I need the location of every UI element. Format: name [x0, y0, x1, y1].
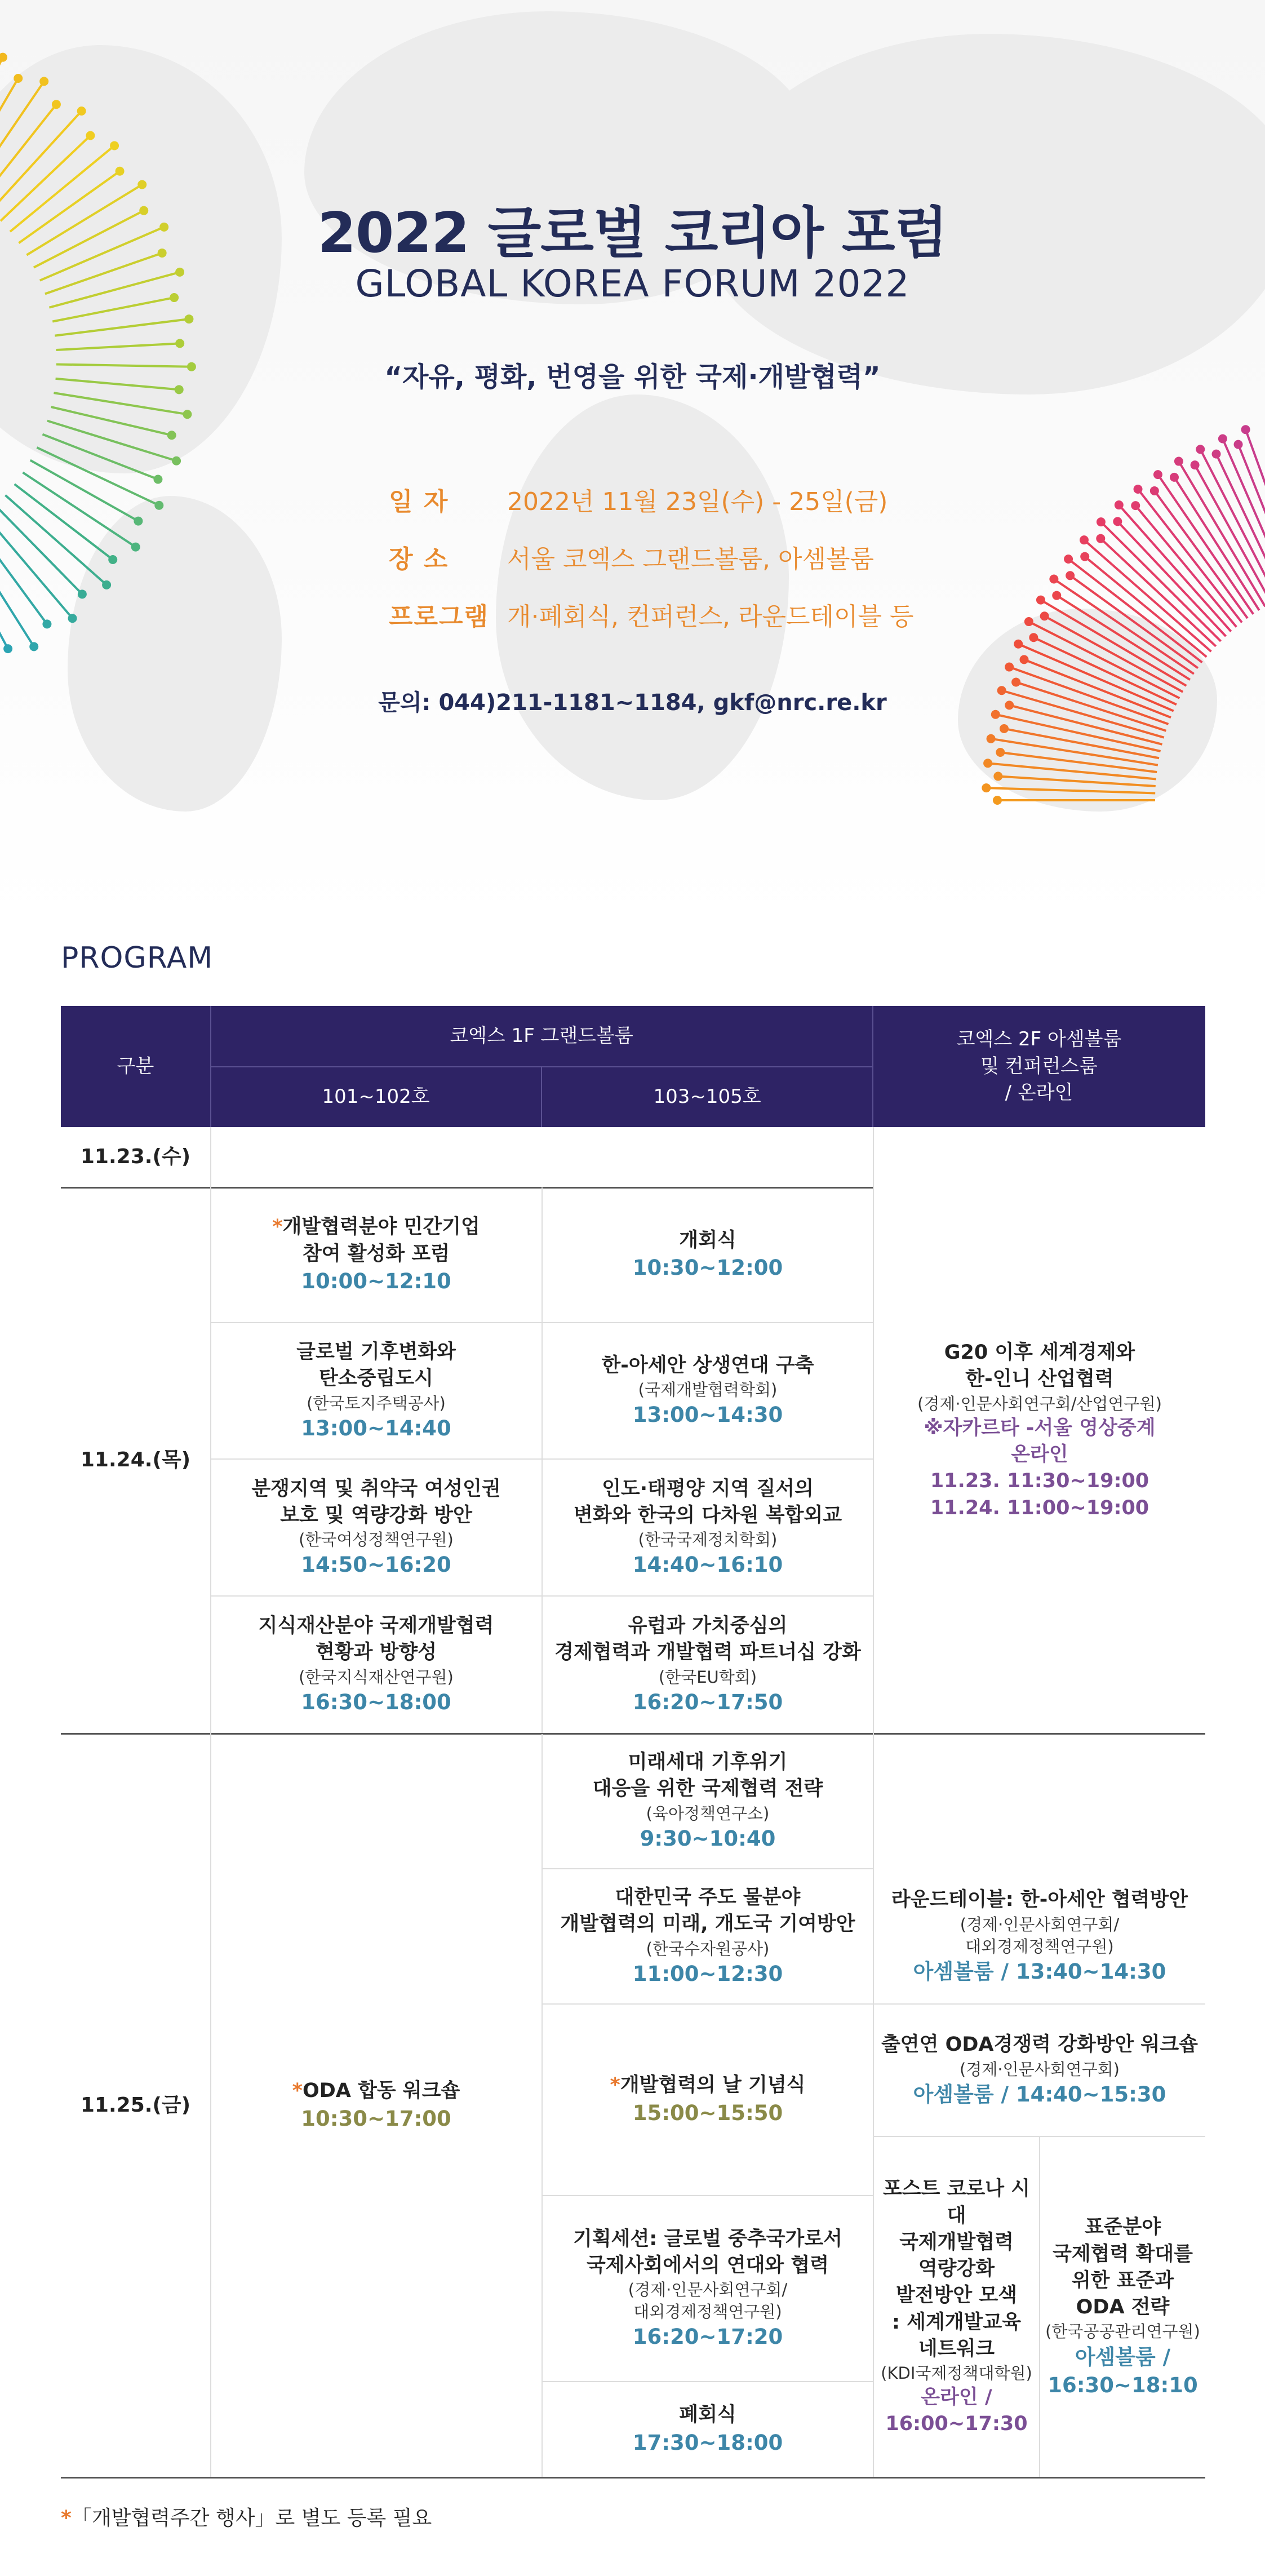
- burst-ray: [1100, 539, 1216, 646]
- info-label: 프로그램: [389, 602, 490, 631]
- burst-dot: [982, 783, 991, 792]
- session-planning-global-pivot: [543, 2196, 873, 2381]
- burst-dot: [42, 619, 51, 628]
- session-water-cooperation: [543, 1869, 873, 2003]
- session-g20-indonesia: [874, 1128, 1205, 1733]
- session-time: 10:30~12:00: [632, 1256, 783, 1280]
- date-nov-25: 11.25.(금): [80, 2093, 191, 2117]
- burst-dot: [1024, 617, 1033, 626]
- event-title-english: GLOBAL KOREA FORUM 2022: [355, 262, 910, 305]
- burst-dot: [1040, 611, 1049, 620]
- session-time: 10:00~12:10: [301, 1269, 451, 1293]
- session-title: 기획세션: 글로벌 중추국가로서 국제사회에서의 연대와 협력: [573, 2227, 842, 2277]
- session-title: 인도·태평양 지역 질서의 변화와 한국의 다차원 복합외교: [573, 1477, 842, 1527]
- burst-ray: [0, 532, 34, 646]
- session-eu-partnership: [543, 1597, 873, 1733]
- session-title: 표준분야 국제협력 확대를 위한 표준과 ODA 전략: [1053, 2216, 1193, 2319]
- radial-burst-decoration: [0, 0, 1265, 924]
- session-organizer: (한국토지주택공사): [307, 1393, 446, 1413]
- burst-dot: [996, 748, 1005, 757]
- burst-dot: [167, 431, 176, 440]
- burst-ray: [54, 393, 187, 414]
- burst-dot: [1134, 485, 1143, 494]
- session-title: 미래세대 기후위기 대응을 위한 국제협력 전략: [592, 1751, 823, 1801]
- session-standards-oda: [1040, 2137, 1205, 2477]
- burst-dot: [29, 642, 38, 651]
- header-asem-ballroom: 코엑스 2F 아셈볼룸 및 컨퍼런스룸 / 온라인: [873, 1006, 1205, 1127]
- session-time: 14:40~16:10: [632, 1553, 783, 1577]
- session-organizer: (경제·인문사회연구회): [960, 2059, 1120, 2079]
- session-organizer: (한국수자원공사): [646, 1939, 770, 1958]
- burst-dot: [1014, 640, 1023, 649]
- burst-dot: [1115, 500, 1124, 509]
- session-time: 아셈볼룸 / 14:40~15:30: [913, 2082, 1166, 2107]
- session-closing-ceremony: [543, 2382, 873, 2477]
- burst-dot: [175, 339, 184, 348]
- burst-dot: [102, 580, 111, 589]
- session-organizer: (경제·인문사회연구회/ 대외경제정책연구원): [960, 1914, 1120, 1956]
- session-organizer: (한국국제정치학회): [638, 1530, 778, 1550]
- registration-footnote: [61, 2502, 432, 2531]
- burst-dot: [1113, 517, 1122, 526]
- asterisk-mark: *: [292, 2080, 303, 2103]
- session-time: 9:30~10:40: [640, 1826, 776, 1851]
- session-title: 라운드테이블: 한-아세안 협력방안: [891, 1888, 1188, 1912]
- burst-dot: [1064, 555, 1073, 564]
- burst-dot: [108, 555, 117, 564]
- session-title: G20 이후 세계경제와 한-인니 산업협력: [944, 1341, 1135, 1391]
- burst-dot: [1241, 425, 1250, 434]
- event-info: [389, 471, 913, 643]
- burst-ray: [0, 57, 3, 179]
- burst-dot: [153, 475, 162, 484]
- burst-dot: [1049, 575, 1058, 584]
- session-time: 아셈볼룸 / 13:40~14:30: [913, 1959, 1166, 1984]
- session-title: 대한민국 주도 물분야 개발협력의 미래, 개도국 기여방안: [560, 1886, 855, 1936]
- burst-ray: [0, 524, 47, 624]
- burst-dot: [1191, 460, 1200, 469]
- info-row-program: [389, 586, 913, 643]
- session-private-sector-forum: [211, 1187, 541, 1322]
- burst-dot: [131, 543, 140, 552]
- burst-ray: [986, 788, 1155, 793]
- burst-dot: [1080, 535, 1089, 544]
- hero-banner: [0, 0, 1265, 924]
- burst-dot: [39, 77, 48, 86]
- header-divider: [541, 1067, 542, 1127]
- session-organizer: (한국EU학회): [658, 1667, 757, 1687]
- header-room-103-105: 103~105호: [541, 1067, 873, 1127]
- session-organizer: (육아정책연구소): [646, 1803, 770, 1823]
- burst-ray: [47, 421, 176, 461]
- burst-dot: [116, 167, 125, 176]
- session-time: 13:00~14:30: [632, 1403, 783, 1427]
- burst-dot: [1150, 486, 1159, 495]
- burst-dot: [172, 456, 181, 465]
- session-time: 11.23. 11:30~19:00: [930, 1470, 1149, 1493]
- asterisk-mark: *: [610, 2074, 620, 2097]
- session-time: 17:30~18:00: [632, 2430, 783, 2455]
- session-oda-workshop: [211, 1734, 541, 2477]
- header-divider: [872, 1006, 873, 1127]
- session-time: 16:30~18:00: [301, 1690, 451, 1714]
- burst-dot: [137, 180, 147, 189]
- session-title: 폐회식: [679, 2404, 736, 2427]
- asterisk-mark: *: [272, 1216, 283, 1239]
- burst-dot: [14, 74, 23, 83]
- session-time: 16:20~17:50: [632, 1690, 783, 1714]
- burst-dot: [86, 131, 95, 140]
- session-organizer: (한국공공관리연구원): [1045, 2322, 1200, 2342]
- burst-dot: [68, 614, 77, 623]
- burst-ray: [1084, 540, 1211, 651]
- session-title: 개회식: [679, 1229, 736, 1252]
- burst-ray: [42, 434, 158, 480]
- session-organizer: (한국지식재산연구원): [299, 1667, 454, 1687]
- info-row-date: [389, 471, 913, 528]
- session-title: 출연연 ODA경쟁력 강화방안 워크숍: [881, 2033, 1198, 2056]
- session-title: 지식재산분야 국제개발협력 현황과 방향성: [258, 1615, 494, 1664]
- footnote-text: 「개발협력주간 행사」로 별도 등록 필요: [71, 2507, 432, 2530]
- session-post-corona-education: [874, 2137, 1039, 2477]
- burst-dot: [1080, 552, 1089, 561]
- header-category: 구분: [61, 1006, 210, 1127]
- session-future-generation-climate: [543, 1734, 873, 1868]
- session-time: 11:00~12:30: [632, 1961, 783, 1986]
- info-value: 2022년 11월 23일(수) - 25일(금): [507, 487, 888, 516]
- burst-ray: [1216, 454, 1265, 597]
- session-title: 한-아세안 상생연대 구축: [601, 1354, 814, 1377]
- burst-dot: [993, 796, 1002, 805]
- header-room-101-102: 101~102호: [210, 1067, 541, 1127]
- burst-dot: [1066, 571, 1075, 580]
- burst-dot: [77, 107, 86, 116]
- burst-dot: [3, 644, 12, 653]
- session-roundtable-asean: [874, 1869, 1205, 2003]
- session-title: 글로벌 기후변화와 탄소중립도시: [296, 1341, 456, 1390]
- date-nov-23: 11.23.(수): [80, 1145, 191, 1168]
- session-title-text: ODA 합동 워크숍: [302, 2080, 460, 2103]
- online-label: 온라인: [1011, 1443, 1068, 1466]
- date-nov-24: 11.24.(목): [80, 1448, 191, 1471]
- burst-dot: [1170, 473, 1179, 482]
- session-title: [292, 2078, 460, 2104]
- session-intellectual-property: [211, 1597, 541, 1733]
- contact-info: 문의: 044)211-1181~1184, gkf@nrc.re.kr: [378, 690, 887, 716]
- burst-ray: [1246, 429, 1265, 588]
- burst-dot: [1096, 534, 1105, 543]
- burst-dot: [1174, 457, 1183, 466]
- session-climate-carbon-city: [211, 1323, 541, 1458]
- session-time: 온라인 / 16:00~17:30: [885, 2386, 1028, 2436]
- burst-dot: [184, 314, 193, 323]
- burst-dot: [1234, 440, 1243, 449]
- burst-ray: [1200, 449, 1265, 600]
- burst-dot: [993, 772, 1002, 781]
- session-organizer: (KDI국제정책대학원): [881, 2364, 1032, 2383]
- session-time: 15:00~15:50: [632, 2100, 783, 2125]
- burst-ray: [55, 319, 189, 336]
- program-schedule-table: [61, 1006, 1205, 2482]
- burst-dot: [987, 734, 996, 743]
- session-title: 분쟁지역 및 취약국 여성인권 보호 및 역량강화 방안: [251, 1477, 501, 1527]
- header-grand-ballroom: 코엑스 1F 그랜드볼룸: [210, 1006, 873, 1067]
- burst-ray: [51, 407, 172, 435]
- burst-dot: [183, 410, 192, 419]
- asterisk-mark: *: [61, 2507, 72, 2530]
- session-time: 14:50~16:20: [301, 1553, 451, 1577]
- burst-ray: [5, 495, 106, 585]
- burst-dot: [1052, 591, 1061, 600]
- burst-dot: [110, 141, 119, 150]
- burst-ray: [0, 104, 56, 202]
- session-women-rights: [211, 1460, 541, 1595]
- session-organizer: (경제·인문사회연구회/ 대외경제정책연구원): [628, 2280, 788, 2322]
- session-indo-pacific-order: [543, 1460, 873, 1595]
- burst-dot: [1218, 434, 1227, 443]
- burst-dot: [1005, 663, 1014, 672]
- event-slogan: “자유, 평화, 번영을 위한 국제·개발협력”: [384, 361, 881, 393]
- table-bottom-border: [61, 2477, 1205, 2479]
- burst-dot: [78, 589, 87, 598]
- program-heading: PROGRAM: [61, 941, 214, 975]
- event-title-korean: 2022 글로벌 코리아 포럼: [317, 201, 948, 265]
- burst-dot: [1131, 501, 1140, 510]
- burst-ray: [1117, 521, 1226, 636]
- info-label: 일 자: [389, 487, 449, 516]
- burst-dot: [0, 53, 7, 62]
- info-value: 서울 코엑스 그랜드볼룸, 아셈볼룸: [507, 545, 874, 574]
- session-organizer: (한국여성정책연구원): [299, 1530, 454, 1550]
- burst-dot: [1097, 517, 1106, 526]
- session-title: [610, 2072, 806, 2099]
- session-time: 10:30~17:00: [301, 2106, 451, 2131]
- session-opening-ceremony: [543, 1187, 873, 1322]
- header-divider: [210, 1006, 211, 1127]
- burst-dot: [1000, 724, 1009, 733]
- session-oda-competitiveness: [874, 2005, 1205, 2136]
- burst-dot: [1036, 596, 1045, 605]
- session-development-day-ceremony: [543, 2005, 873, 2195]
- burst-dot: [134, 517, 143, 526]
- info-value: 개·폐회식, 컨퍼런스, 라운드테이블 등: [507, 602, 914, 631]
- burst-dot: [52, 100, 61, 109]
- burst-ray: [1138, 489, 1242, 623]
- session-title: 포스트 코로나 시대 국제개발협력 역량강화 발전방안 모색 : 세계개발교육 네트워크: [882, 2178, 1031, 2360]
- session-organizer: (경제·인문사회연구회/산업연구원): [917, 1394, 1162, 1413]
- burst-dot: [1153, 470, 1162, 479]
- info-label: 장 소: [389, 545, 449, 574]
- session-time: 13:00~14:40: [301, 1416, 451, 1440]
- burst-dot: [1196, 445, 1205, 454]
- session-title: [272, 1214, 480, 1267]
- burst-dot: [983, 759, 992, 768]
- session-organizer: (국제개발협력학회): [638, 1380, 778, 1400]
- burst-ray: [56, 343, 180, 350]
- session-title-text: 개발협력분야 민간기업 참여 활성화 포럼: [282, 1216, 480, 1265]
- burst-dot: [154, 501, 163, 510]
- session-title-text: 개발협력의 날 기념식: [620, 2074, 806, 2097]
- session-title: 유럽과 가치중심의 경제협력과 개발협력 파트너십 강화: [554, 1615, 861, 1664]
- session-time: 11.24. 11:00~19:00: [930, 1496, 1149, 1519]
- burst-dot: [1211, 450, 1220, 459]
- burst-ray: [0, 515, 73, 618]
- burst-dot: [1019, 655, 1028, 664]
- session-time: 16:20~17:20: [632, 2325, 783, 2349]
- burst-ray: [1045, 616, 1183, 692]
- session-time: 아셈볼룸 / 16:30~18:10: [1047, 2344, 1198, 2397]
- info-row-venue: [389, 528, 913, 586]
- video-relay-note: ※자카르타 -서울 영상중계: [924, 1416, 1156, 1439]
- session-korea-asean-solidarity: [543, 1323, 873, 1458]
- burst-dot: [1029, 633, 1038, 642]
